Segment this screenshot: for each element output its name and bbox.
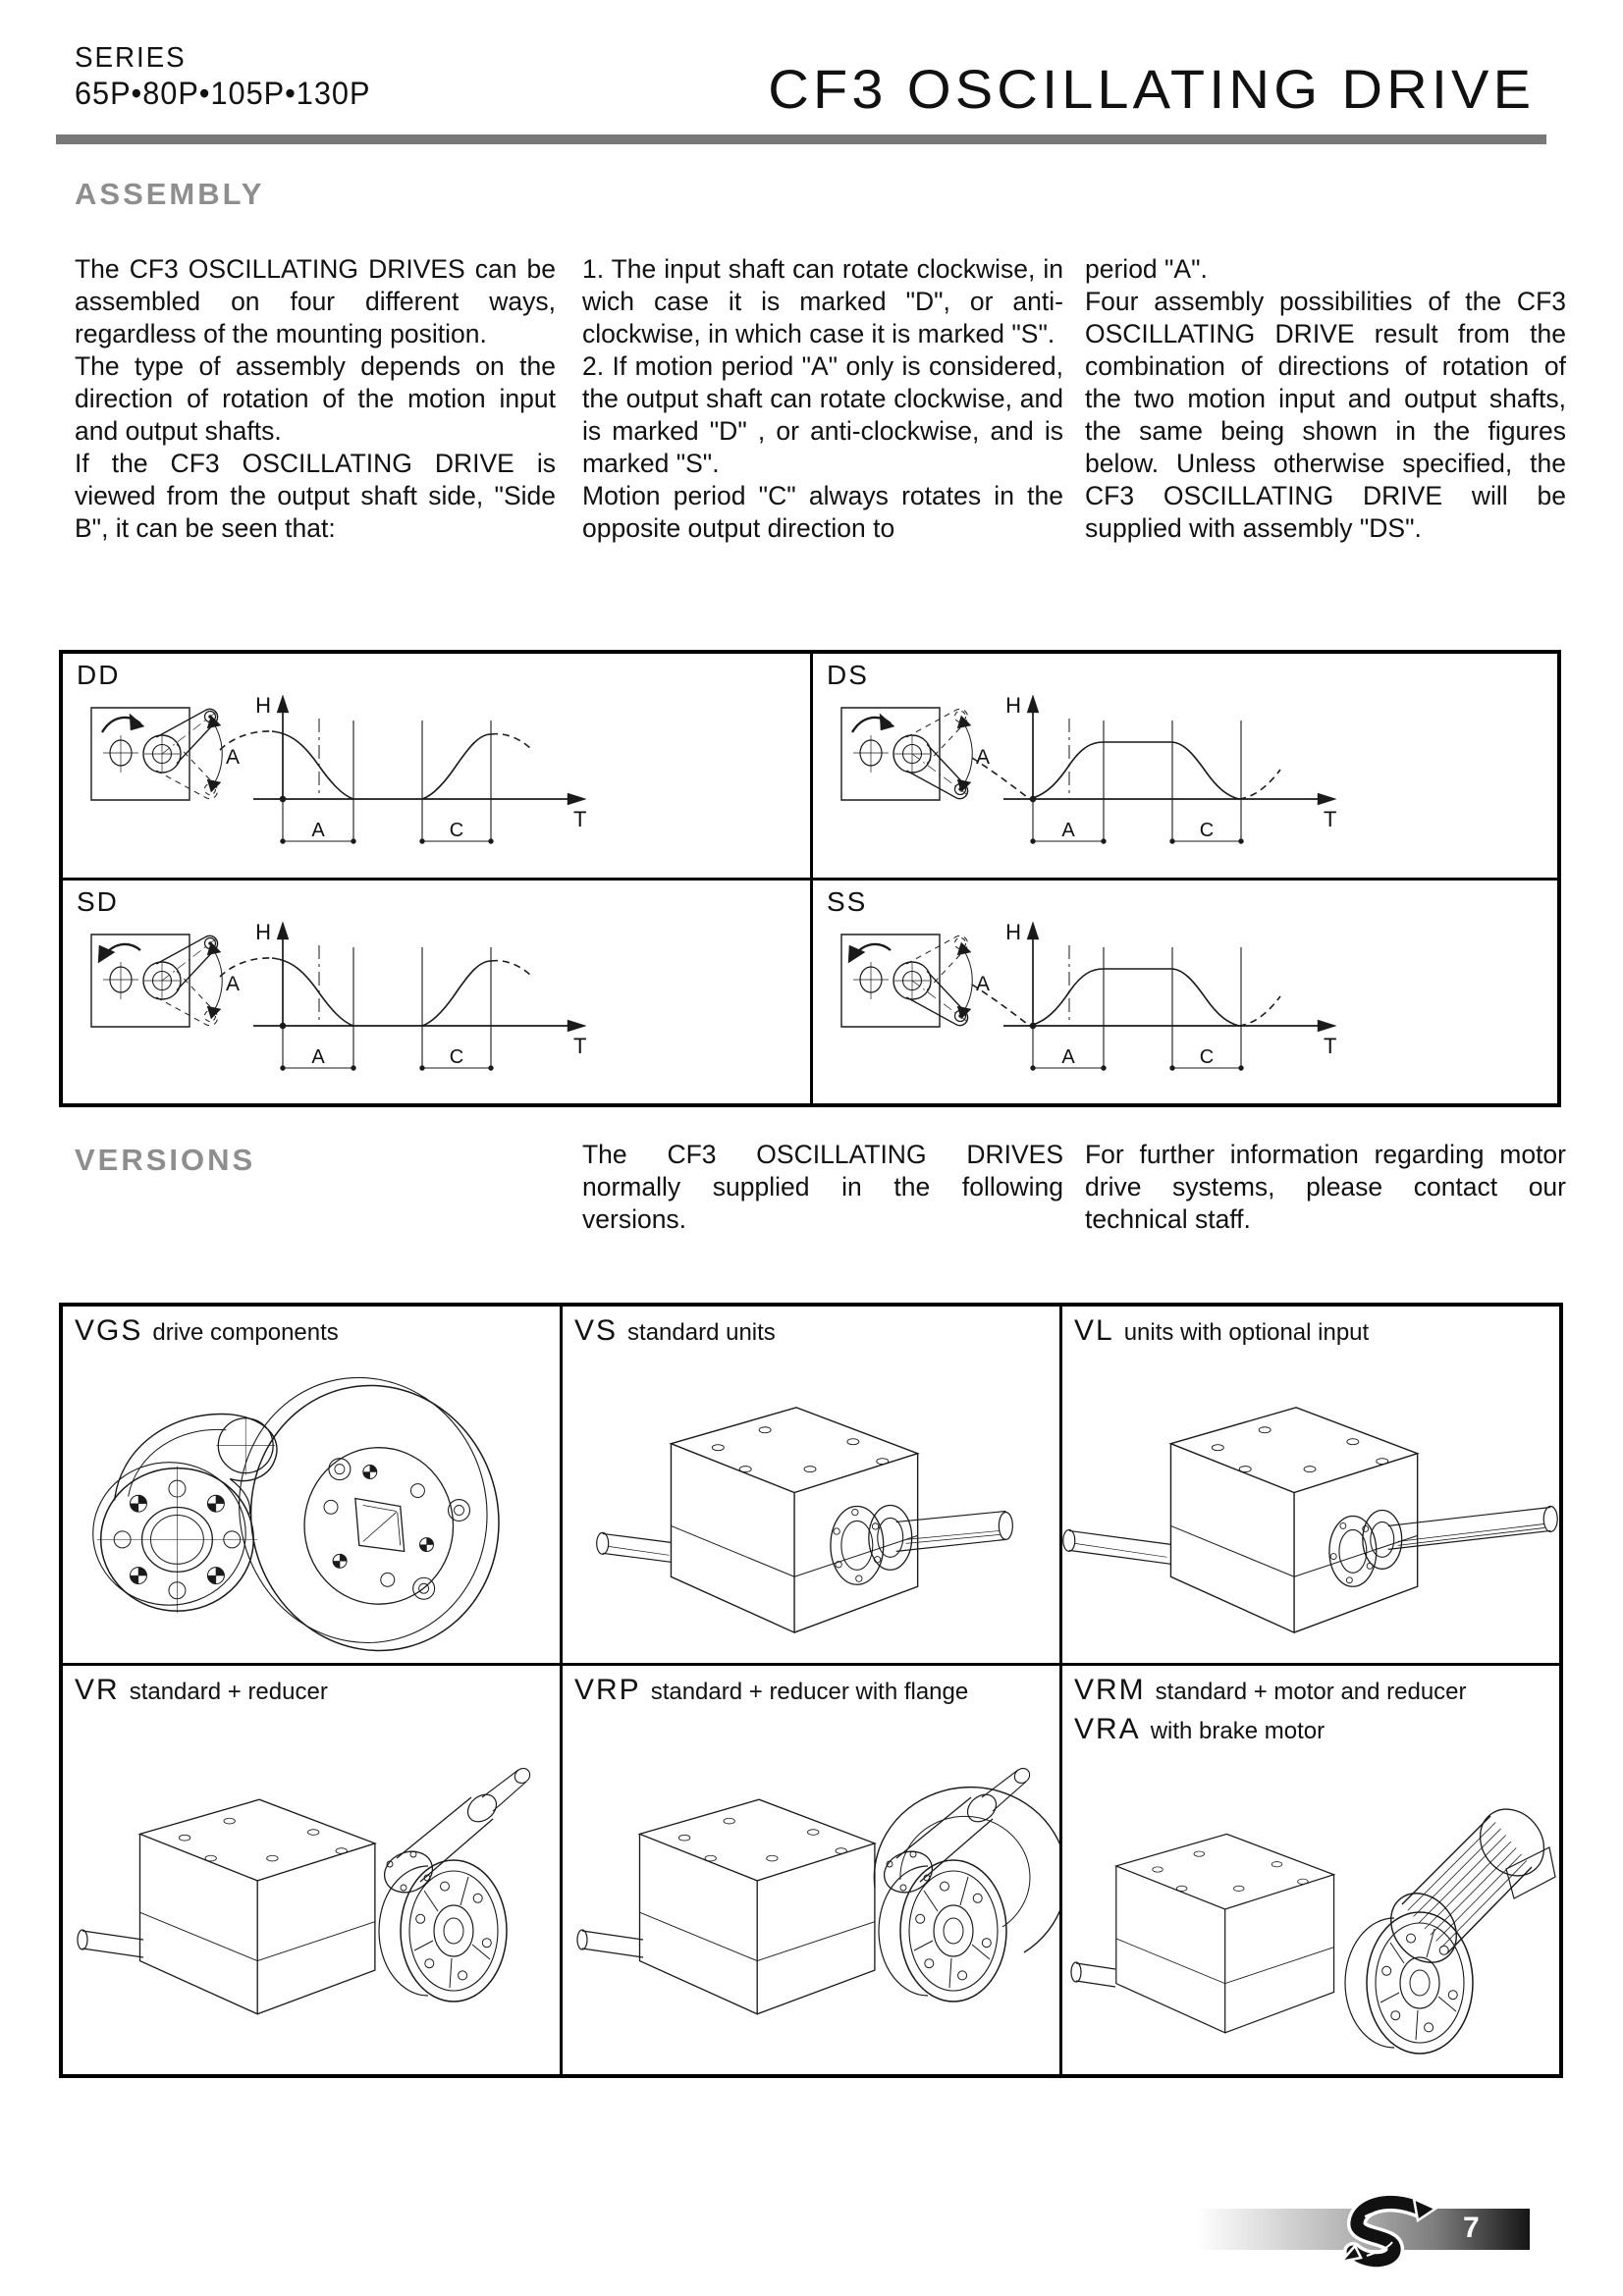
header-rule bbox=[56, 134, 1546, 144]
version-figure-vs bbox=[563, 1354, 1059, 1657]
svg-text:C: C bbox=[449, 1046, 464, 1068]
version-figure-vr bbox=[63, 1713, 560, 2068]
version-label bbox=[75, 1674, 328, 1707]
paragraph: For further information regarding motor drive systems, please contact our technical staff. bbox=[1085, 1140, 1566, 1234]
quadrant-label: DD bbox=[77, 660, 121, 690]
version-desc: with brake motor bbox=[1150, 1718, 1325, 1744]
paragraph: The type of assembly depends on the direction of rotation of the motion input and output shafts. bbox=[75, 351, 556, 446]
version-cell-vgs bbox=[63, 1307, 560, 1663]
series-models: 65P•80P•105P•130P bbox=[75, 76, 371, 112]
versions-grid bbox=[59, 1303, 1563, 2078]
version-code: VL bbox=[1074, 1314, 1114, 1347]
version-code: VGS bbox=[75, 1314, 143, 1347]
version-code: VR bbox=[75, 1674, 120, 1706]
svg-text:T: T bbox=[1324, 1034, 1337, 1058]
version-desc: units with optional input bbox=[1123, 1319, 1370, 1346]
quadrant-label: SS bbox=[827, 886, 868, 917]
svg-text:H: H bbox=[1005, 920, 1021, 944]
paragraph: The CF3 OSCILLATING DRIVES normally supplied in the following versions. bbox=[582, 1140, 1063, 1234]
svg-text:T: T bbox=[573, 1034, 587, 1058]
svg-text:C: C bbox=[1199, 820, 1215, 841]
brand-swirl-icon bbox=[1331, 2193, 1445, 2268]
paragraph: The CF3 OSCILLATING DRIVES can be assembled on four different ways, regardless of the mounting position. bbox=[75, 254, 556, 348]
svg-text:A: A bbox=[1061, 1046, 1075, 1068]
svg-text:A: A bbox=[976, 973, 991, 995]
versions-note bbox=[1085, 1139, 1566, 1236]
svg-text:C: C bbox=[449, 820, 464, 841]
page-title: CF3 OSCILLATING DRIVE bbox=[768, 58, 1535, 120]
quadrant-label: DS bbox=[827, 660, 869, 690]
version-cell-vrp bbox=[563, 1666, 1059, 2074]
svg-text:A: A bbox=[226, 746, 241, 769]
svg-text:T: T bbox=[1324, 807, 1337, 831]
version-desc: drive components bbox=[152, 1319, 339, 1346]
version-figure-vgs bbox=[63, 1354, 560, 1657]
version-code: VRA bbox=[1074, 1713, 1141, 1745]
assembly-diagram-panel bbox=[59, 650, 1561, 1107]
version-figure-vl bbox=[1062, 1354, 1559, 1657]
svg-text:C: C bbox=[1199, 1046, 1215, 1068]
svg-text:H: H bbox=[255, 693, 271, 718]
version-desc: standard + motor and reducer bbox=[1155, 1679, 1467, 1705]
paragraph: period "A". bbox=[1085, 254, 1208, 284]
version-figure-vrm bbox=[1062, 1754, 1559, 2068]
version-label bbox=[574, 1674, 968, 1707]
series-block bbox=[75, 43, 370, 111]
svg-text:H: H bbox=[255, 920, 271, 944]
versions-heading: VERSIONS bbox=[75, 1143, 256, 1177]
version-desc: standard + reducer bbox=[129, 1679, 328, 1705]
svg-text:A: A bbox=[311, 820, 325, 841]
version-code: VRP bbox=[574, 1674, 641, 1706]
diagram-quadrant-ds bbox=[813, 654, 1557, 877]
series-label: SERIES bbox=[75, 42, 187, 74]
page-number: 7 bbox=[1463, 2212, 1480, 2244]
version-cell-vl bbox=[1062, 1307, 1559, 1663]
footer-bar bbox=[1196, 2209, 1530, 2250]
version-code: VS bbox=[574, 1314, 619, 1347]
paragraph: 1. The input shaft can rotate clockwise, in wich case it is marked "D", or anti-clockwise, in which case it is marked "S". bbox=[582, 254, 1063, 348]
svg-text:A: A bbox=[226, 973, 241, 995]
svg-text:H: H bbox=[1005, 693, 1021, 718]
paragraph: Four assembly possibilities of the CF3 OSCILLATING DRIVE result from the combination of directions of rotation of the two motion input and output shafts, the same being shown in the figures below. Unless otherwise specified, the CF3 OSCILLATING DRIVE will be supplied with assembly "DS". bbox=[1085, 287, 1566, 543]
version-figure-vrp bbox=[563, 1713, 1059, 2068]
versions-intro bbox=[582, 1139, 1063, 1236]
diagram-quadrant-ss bbox=[813, 881, 1557, 1103]
svg-text:A: A bbox=[976, 746, 991, 769]
paragraph: 2. If motion period "A" only is considered, the output shaft can rotate clockwise, and is marked "D" , or anti-clockwise, and is marked "S". bbox=[582, 351, 1063, 478]
svg-text:A: A bbox=[1061, 820, 1075, 841]
version-code: VRM bbox=[1074, 1674, 1146, 1706]
assembly-column-3 bbox=[1085, 253, 1566, 545]
version-cell-vr bbox=[63, 1666, 560, 2074]
version-label-2 bbox=[1074, 1713, 1325, 1746]
version-label bbox=[1074, 1314, 1369, 1348]
quadrant-label: SD bbox=[77, 886, 119, 917]
svg-text:A: A bbox=[311, 1046, 325, 1068]
svg-text:T: T bbox=[573, 807, 587, 831]
version-cell-vs bbox=[563, 1307, 1059, 1663]
assembly-column-1 bbox=[75, 253, 556, 545]
version-cell-vrm bbox=[1062, 1666, 1559, 2074]
version-label bbox=[75, 1314, 339, 1348]
version-label bbox=[574, 1314, 776, 1348]
paragraph: Motion period "C" always rotates in the opposite output direction to bbox=[582, 481, 1063, 543]
assembly-heading: ASSEMBLY bbox=[75, 177, 265, 211]
version-label bbox=[1074, 1674, 1467, 1707]
assembly-column-2 bbox=[582, 253, 1063, 545]
diagram-quadrant-dd bbox=[63, 654, 807, 877]
paragraph: If the CF3 OSCILLATING DRIVE is viewed from the output shaft side, "Side B", it can be seen that: bbox=[75, 449, 556, 543]
version-desc: standard units bbox=[627, 1319, 776, 1346]
version-desc: standard + reducer with flange bbox=[650, 1679, 969, 1705]
diagram-quadrant-sd bbox=[63, 881, 807, 1103]
